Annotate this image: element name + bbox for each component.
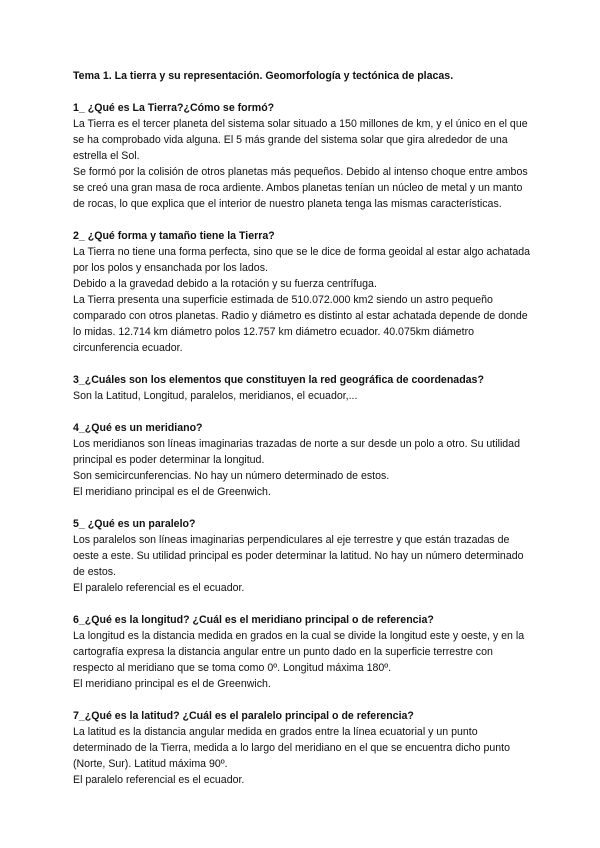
question-heading: 6_¿Qué es la longitud? ¿Cuál es el meridiano principal o de referencia? bbox=[73, 614, 434, 626]
section-1 bbox=[73, 100, 533, 212]
paragraph: La Tierra presenta una superficie estimada de 510.072.000 km2 siendo un astro pequeño comparado con otros planetas. Radio y diámetro es distinto al estar achatada depende de donde lo midas. 12.714 km diámetro polos 12.757 km diámetro ecuador. 40.075km diámetro circunferencia ecuador. bbox=[73, 294, 528, 354]
document-title: Tema 1. La tierra y su representación. Geomorfología y tectónica de placas. bbox=[73, 70, 454, 82]
section-6 bbox=[73, 612, 533, 692]
paragraph: El meridiano principal es el de Greenwich. bbox=[73, 678, 271, 690]
paragraph: Debido a la gravedad debido a la rotación y su fuerza centrífuga. bbox=[73, 278, 377, 290]
paragraph: Son la Latitud, Longitud, paralelos, meridianos, el ecuador,... bbox=[73, 390, 358, 402]
paragraph: La Tierra es el tercer planeta del sistema solar situado a 150 millones de km, y el único en el que se ha comprobado vida alguna. El 5 más grande del sistema solar que gira alrededor de una estrella el Sol. bbox=[73, 118, 528, 162]
paragraph: El meridiano principal es el de Greenwich. bbox=[73, 486, 271, 498]
question-heading: 3_¿Cuáles son los elementos que constituyen la red geográfica de coordenadas? bbox=[73, 374, 484, 386]
document-content bbox=[73, 68, 533, 804]
section-3 bbox=[73, 372, 533, 404]
question-heading: 2_ ¿Qué forma y tamaño tiene la Tierra? bbox=[73, 230, 275, 242]
paragraph: Se formó por la colisión de otros planetas más pequeños. Debido al intenso choque entre ambos se creó una gran masa de roca ardiente. Ambos planetas tenían un núcleo de metal y un manto de rocas, lo que explica que el interior de nuestro planeta tenga las mismas características. bbox=[73, 166, 528, 210]
question-heading: 4_¿Qué es un meridiano? bbox=[73, 422, 203, 434]
section-7 bbox=[73, 708, 533, 788]
paragraph: Los meridianos son líneas imaginarias trazadas de norte a sur desde un polo a otro. Su utilidad principal es poder determinar la longitud. bbox=[73, 438, 520, 466]
section-2 bbox=[73, 228, 533, 356]
paragraph: La longitud es la distancia medida en grados en la cual se divide la longitud este y oeste, y en la cartografía expresa la distancia angular entre un punto dado en la superficie terrestre con respecto al meridiano que se toma como 0º. Longitud máxima 180º. bbox=[73, 630, 525, 674]
question-heading: 1_ ¿Qué es La Tierra?¿Cómo se formó? bbox=[73, 102, 275, 114]
paragraph: La Tierra no tiene una forma perfecta, sino que se le dice de forma geoidal al estar algo achatada por los polos y ensanchada por los lados. bbox=[73, 246, 530, 274]
section-5 bbox=[73, 516, 533, 596]
paragraph: La latitud es la distancia angular medida en grados entre la línea ecuatorial y un punto determinado de la Tierra, medida a lo largo del meridiano en el que se encuentra dicho punto (Norte, Sur). Latitud máxima 90º. bbox=[73, 726, 510, 770]
paragraph: Los paralelos son líneas imaginarias perpendiculares al eje terrestre y que están trazadas de oeste a este. Su utilidad principal es poder determinar la latitud. No hay un número determinado de estos. bbox=[73, 534, 524, 578]
question-heading: 5_ ¿Qué es un paralelo? bbox=[73, 518, 196, 530]
section-4 bbox=[73, 420, 533, 500]
paragraph: El paralelo referencial es el ecuador. bbox=[73, 774, 245, 786]
question-heading: 7_¿Qué es la latitud? ¿Cuál es el paralelo principal o de referencia? bbox=[73, 710, 414, 722]
paragraph: Son semicircunferencias. No hay un número determinado de estos. bbox=[73, 470, 390, 482]
paragraph: El paralelo referencial es el ecuador. bbox=[73, 582, 245, 594]
